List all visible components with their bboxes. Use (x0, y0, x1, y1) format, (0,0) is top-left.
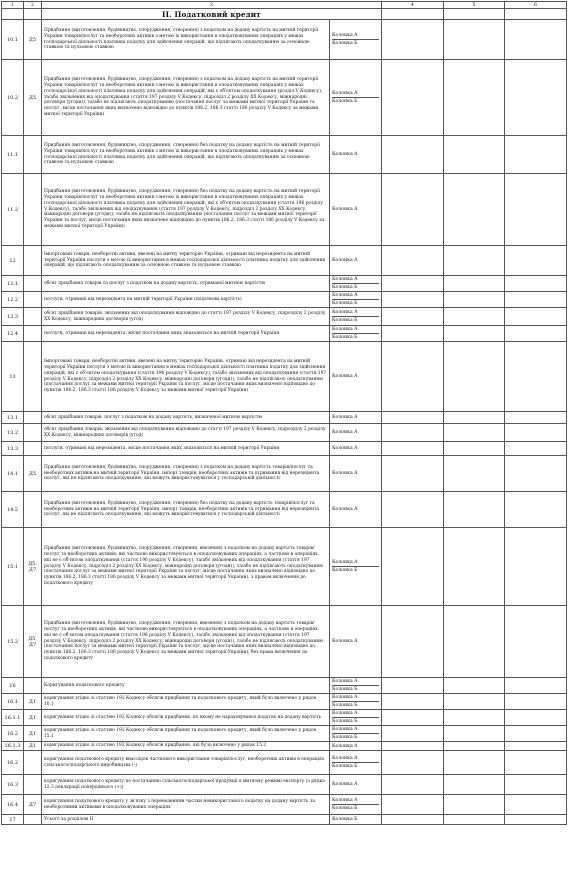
column-ref: Колонка А (332, 743, 358, 749)
row-description: обсяг придбаних товарів, послуг з податком на додану вартість, визначеної митною вартістю (42, 412, 330, 424)
column-ref: Колонка А (332, 710, 379, 718)
column-ref: Колонка А (332, 326, 379, 334)
row-number: 12.4 (2, 326, 24, 342)
value-cell-4 (382, 308, 444, 326)
value-cell-4 (382, 442, 444, 456)
column-ref: Колонка Б (332, 285, 358, 290)
row-appendix-code (24, 492, 42, 528)
column-ref: Колонка А (332, 309, 379, 317)
column-number-row (2, 2, 567, 9)
table-row (2, 424, 567, 442)
row-appendix-code (24, 442, 42, 456)
header-cell: 1 (2, 2, 24, 9)
row-description: Усього за розділом ІІ (42, 815, 330, 825)
row-column-refs (330, 694, 382, 710)
row-appendix-code (24, 678, 42, 694)
value-cell-6 (505, 456, 567, 492)
value-cell-6 (505, 136, 567, 174)
row-description: коригування податкового кредиту у зв'язку з переведенням частки невикористаного податку на додану вартість за необоротними активами в оподатковуваних операціях (42, 795, 330, 815)
row-appendix-code: Д7 (24, 795, 42, 815)
value-cell-6 (505, 292, 567, 308)
table-row (2, 775, 567, 795)
column-ref: Колонка А (332, 292, 379, 300)
column-ref: Колонка А (332, 446, 358, 451)
value-cell-4 (382, 678, 444, 694)
row-number: 16.4 (2, 795, 24, 815)
row-number: 16.2 (2, 751, 24, 775)
column-ref: Колонка Б (332, 764, 358, 769)
value-cell-5 (444, 815, 505, 825)
value-cell-4 (382, 742, 444, 751)
column-ref: Колонка А (332, 207, 358, 212)
row-number: 12.2 (2, 292, 24, 308)
table-row (2, 815, 567, 825)
column-ref: Колонка А (332, 755, 379, 763)
row-column-refs (330, 775, 382, 795)
column-ref: Колонка Б (332, 687, 358, 692)
table-row (2, 442, 567, 456)
value-cell-5 (444, 292, 505, 308)
empty-cell (2, 9, 24, 20)
row-number: 14.1 (2, 456, 24, 492)
row-column-refs (330, 456, 382, 492)
header-cell: 6 (505, 2, 567, 9)
value-cell-6 (505, 678, 567, 694)
value-cell-5 (444, 20, 505, 60)
row-appendix-code (24, 174, 42, 246)
row-description: коригування податкового кредиту внаслідок часткового використання товарів/послуг, необоротних активів в операціях сільськогосподарського виробництва (-) (42, 751, 330, 775)
value-cell-6 (505, 742, 567, 751)
row-column-refs (330, 342, 382, 412)
table-row (2, 678, 567, 694)
row-column-refs (330, 678, 382, 694)
value-cell-5 (444, 246, 505, 276)
row-number: 14.2 (2, 492, 24, 528)
row-number: 13 (2, 342, 24, 412)
value-cell-6 (505, 60, 567, 136)
row-description: Придбання (виготовлення, будівництво, спорудження, створення, ввезення) з податком на додану вартість товарів/послуг та необоротних активів, які частково використовуються в оподатковуваних операціях, а частково в операціях, які не є об'єктом оподаткування (стаття 196 розділу V Кодексу), та/або звільнених від оподаткування (стаття 197 розділу V Кодексу, підрозділ 2 розділу XX Кодексу, міжнародні договори (угоди)), та/або не підлягають оподаткуванню (постачання послуг за межами митної території України та послуг, місце постачання яких визначено відповідно до пунктів 186.2, 186.3 статті 186 розділу V Кодексу за межами митної території України), без права включення до податкового кредиту (42, 606, 330, 678)
row-description: коригування згідно зі статтею 192 Кодексу обсягів придбання, по якому не нараховувався податок на додану вартість (42, 710, 330, 726)
column-ref: Колонка Б (332, 568, 358, 573)
column-ref: Колонка А (332, 639, 358, 644)
table-row (2, 726, 567, 742)
table-row (2, 456, 567, 492)
table-row (2, 292, 567, 308)
row-description: послуги, отримані від нерезидента, місце постачання яких знаходиться на митній території України (42, 326, 330, 342)
value-cell-6 (505, 442, 567, 456)
table-row (2, 60, 567, 136)
row-column-refs (330, 276, 382, 292)
row-description: Імпортовані товари, необоротні активи, ввезені на митну територію України, отримані від нерезидента на митній території України послуги з метою їх використання в межах господарської діяльності платника податку для здійснення операцій, які є об'єктом оподаткування (стаття 196 розділу V Кодексу), та/або звільнених від оподаткування (стаття 197 розділу V Кодексу, підрозділ 2 розділу XX Кодексу, міжнародні договори (угоди)), та/або не підлягають оподаткуванню (постачання послуг за межами митної території України та послуг, місце постачання яких визначено відповідно до пунктів 186.2, 186.3 статті 186 розділу V Кодексу за межами митної території України) (42, 342, 330, 412)
value-cell-6 (505, 751, 567, 775)
empty-cell (24, 9, 42, 20)
row-column-refs (330, 292, 382, 308)
value-cell-5 (444, 412, 505, 424)
row-column-refs (330, 795, 382, 815)
row-appendix-code: Д5, Д7 (24, 528, 42, 606)
value-cell-6 (505, 528, 567, 606)
table-row (2, 492, 567, 528)
value-cell-6 (505, 694, 567, 710)
row-description: послуги, отримані від нерезидента на митній території України (податкова вартість) (42, 292, 330, 308)
value-cell-5 (444, 694, 505, 710)
column-ref: Колонка А (332, 797, 379, 805)
row-number: 16.3 (2, 775, 24, 795)
row-column-refs (330, 174, 382, 246)
value-cell-6 (505, 174, 567, 246)
row-appendix-code (24, 276, 42, 292)
value-cell-4 (382, 694, 444, 710)
row-number: 13.3 (2, 442, 24, 456)
value-cell-6 (505, 276, 567, 292)
value-cell-6 (505, 606, 567, 678)
row-description: коригування згідно зі статтею 192 Кодексу обсягів придбання, які було включено у рядок 15.2 (42, 742, 330, 751)
header-cell: 5 (444, 2, 505, 9)
value-cell-6 (505, 492, 567, 528)
row-column-refs (330, 492, 382, 528)
row-description: Придбання (виготовлення, будівництво, спорудження, створення, ввезення) з податком на додану вартість товарів/послуг та необоротних активів, які частково використовуються в оподатковуваних операціях, а частково в операціях, які не є об'єктом оподаткування (стаття 196 розділу V Кодексу), та/або звільнених від оподаткування (стаття 197 розділу V Кодексу, підрозділ 2 розділу XX Кодексу, міжнародні договори (угоди)), та/або не підлягають оподаткуванню (постачання послуг за межами митної території України та послуг, місце постачання яких визначено відповідно до пунктів 186.2, 186.3 статті 186 розділу V Кодексу за межами митної території України), з правом включення до податкового кредиту (42, 528, 330, 606)
value-cell-6 (505, 710, 567, 726)
value-cell-4 (382, 456, 444, 492)
column-ref: Колонка А (332, 471, 358, 476)
value-cell-5 (444, 174, 505, 246)
row-appendix-code: Д5 (24, 60, 42, 136)
row-column-refs (330, 424, 382, 442)
value-cell-4 (382, 20, 444, 60)
table-row (2, 20, 567, 60)
row-column-refs (330, 742, 382, 751)
value-cell-4 (382, 136, 444, 174)
table-row (2, 412, 567, 424)
value-cell-6 (505, 342, 567, 412)
value-cell-6 (505, 775, 567, 795)
row-appendix-code: Д5, Д7 (24, 606, 42, 678)
column-ref: Колонка Б (332, 99, 358, 104)
value-cell-4 (382, 60, 444, 136)
column-ref: Колонка Б (332, 703, 358, 708)
column-ref: Колонка А (332, 415, 358, 420)
row-number: 13.1 (2, 412, 24, 424)
column-ref: Колонка А (332, 258, 358, 263)
value-cell-5 (444, 528, 505, 606)
table-row (2, 795, 567, 815)
value-cell-5 (444, 492, 505, 528)
row-column-refs (330, 308, 382, 326)
column-ref: Колонка А (332, 694, 379, 702)
row-column-refs (330, 60, 382, 136)
row-column-refs (330, 815, 382, 825)
value-cell-5 (444, 456, 505, 492)
value-cell-4 (382, 174, 444, 246)
column-ref: Колонка Б (332, 719, 358, 724)
column-ref: Колонка А (332, 559, 379, 567)
value-cell-5 (444, 326, 505, 342)
row-column-refs (330, 710, 382, 726)
row-number: 12 (2, 246, 24, 276)
row-appendix-code (24, 292, 42, 308)
empty-cell (382, 9, 444, 20)
row-number: 11.2 (2, 174, 24, 246)
row-appendix-code (24, 326, 42, 342)
value-cell-4 (382, 710, 444, 726)
column-ref: Колонка А (332, 507, 358, 512)
value-cell-4 (382, 412, 444, 424)
column-ref: Колонка А (332, 152, 358, 157)
row-number: 16.1.1 (2, 710, 24, 726)
table-row (2, 136, 567, 174)
column-ref: Колонка А (332, 32, 379, 40)
table-body (2, 2, 567, 825)
column-ref: Колонка А (332, 726, 379, 734)
row-number: 12.1 (2, 276, 24, 292)
row-column-refs (330, 326, 382, 342)
row-description: Коригування податкового кредиту (42, 678, 330, 694)
value-cell-4 (382, 492, 444, 528)
header-cell: 4 (382, 2, 444, 9)
row-number: 11.1 (2, 136, 24, 174)
row-description: Придбання (виготовлення, будівництво, спорудження, створення) з податком на додану вартість на митній території України товарів/послуг та необоротних активів з метою їх використання в оподатковуваних операціях у межах господарської діяльності платника податку для здійснення операцій, які є об'єктом оподаткування (розділ V Кодексу), та/або звільнених від оподаткування (стаття 197 розділу V Кодексу, підрозділ 2 розділу XX Кодексу, міжнародні договори (угоди)), та/або не підлягають оподаткуванню (постачання послуг за межами митної території України та послуг, місце постачання яких визначено відповідно до пунктів 186.2, 186.3 статті 186 розділу V Кодексу за межами митної території України) (42, 60, 330, 136)
table-row (2, 246, 567, 276)
table-row (2, 742, 567, 751)
value-cell-5 (444, 136, 505, 174)
row-appendix-code (24, 815, 42, 825)
row-column-refs (330, 412, 382, 424)
table-row (2, 174, 567, 246)
table-row (2, 326, 567, 342)
row-description: обсяг придбаних товарів та послуг з податком на додану вартість, отриманої митною вартістю (42, 276, 330, 292)
row-column-refs (330, 442, 382, 456)
column-ref: Колонка Б (332, 335, 358, 340)
value-cell-5 (444, 751, 505, 775)
value-cell-4 (382, 246, 444, 276)
row-description: Придбання (виготовлення, будівництво, спорудження, створення) з податком на додану вартість товарів/послуг та необоротних активів на митній території України, імпорт товарів, необоротних активів та отримання від нерезидента послуг, які не підлягають оподаткуванню, які можуть використовуватися у господарській діяльності (42, 456, 330, 492)
row-number: 16.2 (2, 726, 24, 742)
value-cell-5 (444, 424, 505, 442)
value-cell-5 (444, 678, 505, 694)
empty-cell (444, 9, 505, 20)
value-cell-5 (444, 710, 505, 726)
value-cell-5 (444, 342, 505, 412)
row-appendix-code (24, 775, 42, 795)
row-appendix-code: Д1 (24, 694, 42, 710)
header-cell: 3 (42, 2, 382, 9)
column-ref: Колонка Б (332, 41, 358, 46)
row-appendix-code: Д1 (24, 742, 42, 751)
row-number: 13.2 (2, 424, 24, 442)
value-cell-4 (382, 606, 444, 678)
table-row (2, 710, 567, 726)
row-appendix-code: Д5 (24, 456, 42, 492)
row-description: Придбання (виготовлення, будівництво, спорудження, створення) без податку на додану вартість на митній території України товарів/послуг та необоротних активів з метою їх використання в оподатковуваних операціях у межах господарської діяльності платника податку для здійснення операцій, що підлягають оподаткуванню за основною ставкою та нульовою ставкою (42, 136, 330, 174)
row-appendix-code: Д5 (24, 20, 42, 60)
column-ref: Колонка А (332, 782, 358, 787)
value-cell-6 (505, 424, 567, 442)
value-cell-6 (505, 726, 567, 742)
value-cell-5 (444, 442, 505, 456)
row-number: 12.3 (2, 308, 24, 326)
row-appendix-code (24, 308, 42, 326)
value-cell-5 (444, 795, 505, 815)
row-appendix-code: Д1 (24, 726, 42, 742)
value-cell-5 (444, 742, 505, 751)
value-cell-4 (382, 775, 444, 795)
row-column-refs (330, 528, 382, 606)
empty-cell (505, 9, 567, 20)
column-ref: Колонка А (332, 90, 379, 98)
table-row (2, 308, 567, 326)
tax-credit-table (1, 1, 567, 825)
value-cell-5 (444, 308, 505, 326)
row-number: 16.1 (2, 694, 24, 710)
column-ref: Колонка А (332, 276, 379, 284)
row-appendix-code (24, 246, 42, 276)
row-appendix-code (24, 412, 42, 424)
column-ref: Колонка Б (332, 301, 358, 306)
row-appendix-code (24, 751, 42, 775)
value-cell-4 (382, 342, 444, 412)
row-appendix-code: Д1 (24, 710, 42, 726)
row-number: 16.1.3 (2, 742, 24, 751)
value-cell-4 (382, 326, 444, 342)
column-ref: Колонка Б (332, 735, 358, 740)
table-row (2, 606, 567, 678)
row-appendix-code (24, 136, 42, 174)
row-description: послуги, отримані від нерезидента, місце постачання яких знаходиться на митній території України (42, 442, 330, 456)
value-cell-4 (382, 751, 444, 775)
row-description: коригування податкового кредиту по постачанню сільськогосподарської продукції в митному режимі експорту (з рядка 12.3 декларації попереднього (+)) (42, 775, 330, 795)
row-number: 10.2 (2, 60, 24, 136)
table-row (2, 694, 567, 710)
value-cell-4 (382, 424, 444, 442)
table-row (2, 751, 567, 775)
row-description: обсяг придбання товарів, звільнених від оподаткування відповідно до статті 197 розділу V Кодексу, підрозділу 2 розділу XX Кодексу, міжнародних договорів (угод) (42, 424, 330, 442)
row-appendix-code (24, 424, 42, 442)
value-cell-4 (382, 795, 444, 815)
row-column-refs (330, 136, 382, 174)
value-cell-6 (505, 20, 567, 60)
column-ref: Колонка Б (332, 817, 358, 822)
value-cell-6 (505, 795, 567, 815)
row-number: 10.1 (2, 20, 24, 60)
value-cell-4 (382, 815, 444, 825)
value-cell-6 (505, 308, 567, 326)
row-column-refs (330, 20, 382, 60)
table-row (2, 342, 567, 412)
value-cell-5 (444, 276, 505, 292)
column-ref: Колонка Б (332, 806, 358, 811)
value-cell-4 (382, 528, 444, 606)
row-appendix-code (24, 342, 42, 412)
value-cell-6 (505, 412, 567, 424)
header-cell: 2 (24, 2, 42, 9)
row-number: 16 (2, 678, 24, 694)
value-cell-4 (382, 726, 444, 742)
table-row (2, 528, 567, 606)
row-description: Придбання (виготовлення, будівництво, спорудження, створення) без податку на додану вартість товарів/послуг та необоротних активів на митній території України, імпорт товарів, необоротних активів та отримання від нерезидента послуг, які не підлягають оподаткуванню, які можуть використовуватися у господарській діяльності (42, 492, 330, 528)
value-cell-6 (505, 246, 567, 276)
value-cell-4 (382, 292, 444, 308)
table-row (2, 276, 567, 292)
section-title-row (2, 9, 567, 20)
column-ref: Колонка А (332, 374, 358, 379)
row-number: 15.2 (2, 606, 24, 678)
value-cell-5 (444, 606, 505, 678)
value-cell-6 (505, 326, 567, 342)
column-ref: Колонка Б (332, 318, 358, 323)
row-description: Придбання (виготовлення, будівництво, спорудження, створення) з податком на додану вартість на митній території України товарів/послуг та необоротних активів з метою їх використання в оподатковуваних операціях у межах господарської діяльності платника податку для здійснення операцій, що підлягають оподаткуванню за основною ставкою та нульовою ставкою (42, 20, 330, 60)
column-ref: Колонка А (332, 430, 358, 435)
row-column-refs (330, 246, 382, 276)
row-column-refs (330, 751, 382, 775)
row-description: обсяг придбання товарів, звільнених від оподаткування відповідно до статті 197 розділу V Кодексу, підрозділу 2 розділу XX Кодексу, міжнародних договорів (угод) (42, 308, 330, 326)
value-cell-5 (444, 726, 505, 742)
row-description: коригування згідно зі статтею 192 Кодексу обсягів придбання та податкового кредиту, який було включено у рядок 15.1 (42, 726, 330, 742)
value-cell-5 (444, 60, 505, 136)
row-description: коригування згідно зі статтею 192 Кодексу обсягів придбання та податкового кредиту, який було включено у рядок 10.1 (42, 694, 330, 710)
column-ref: Колонка А (332, 678, 379, 686)
row-description: Придбання (виготовлення, будівництво, спорудження, створення) без податку на додану вартість на митній території України товарів/послуг та необоротних активів з метою їх використання в оподатковуваних операціях у межах господарської діяльності платника податку для здійснення операцій, які є об'єктом оподаткування (стаття 196 розділу V Кодексу), та/або звільнених від оподаткування (стаття 197 розділу V Кодексу, підрозділ 2 розділу XX Кодексу, міжнародні договори (угоди)), та/або не підлягають оподаткуванню (постачання послуг за межами митної території України та послуг, місце постачання яких визначено відповідно до пунктів 186.2, 186.3 статті 186 розділу V Кодексу за межами митної території України) (42, 174, 330, 246)
row-number: 17 (2, 815, 24, 825)
row-number: 15.1 (2, 528, 24, 606)
section-title: ІІ. Податковий кредит (42, 9, 382, 20)
value-cell-6 (505, 815, 567, 825)
row-description: Імпортовані товари, необоротні активи, ввезені на митну територію України, отримані від нерезидента на митній території України послуги з метою їх використання в межах господарської діяльності платника податку для здійснення операцій, що підлягають оподаткуванню за основною ставкою та нульовою ставкою (42, 246, 330, 276)
value-cell-4 (382, 276, 444, 292)
row-column-refs (330, 726, 382, 742)
row-column-refs (330, 606, 382, 678)
value-cell-5 (444, 775, 505, 795)
